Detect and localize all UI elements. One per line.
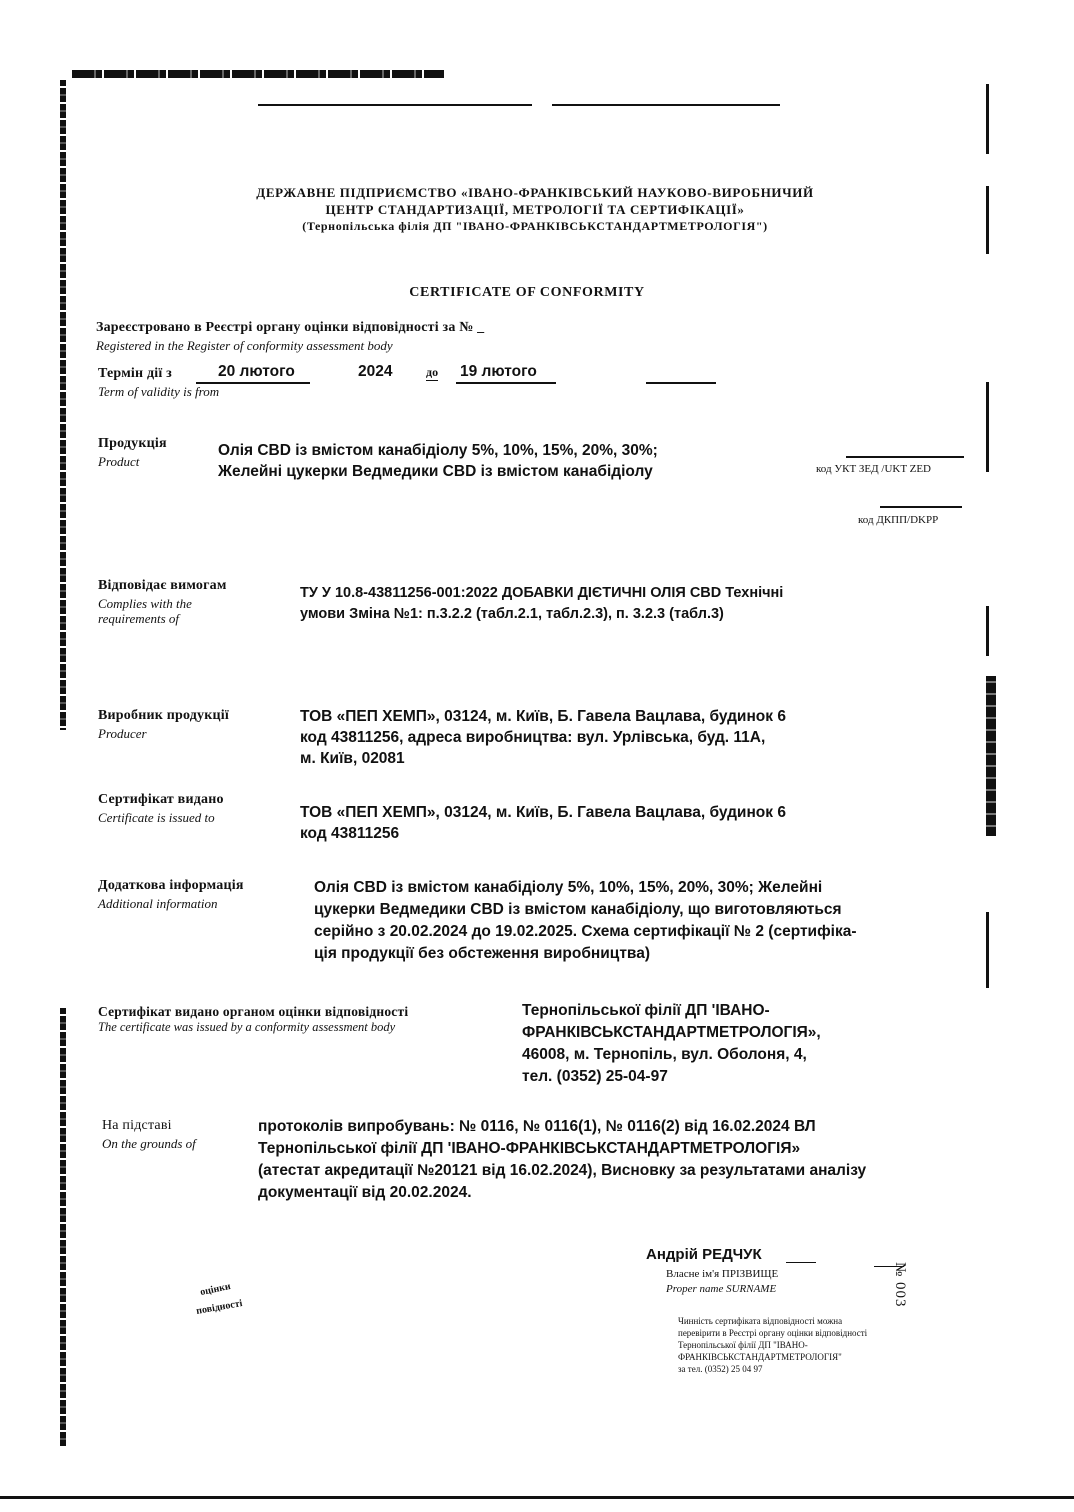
product-code1-rule [846,456,964,458]
additional-label-ua: Додаткова інформація [98,878,244,893]
additional-line-3: серійно з 20.02.2024 до 19.02.2025. Схема сертифікації № 2 (сертифіка- [314,923,857,940]
verification-note-3: Тернопільської філії ДП "ІВАНО- [678,1340,808,1350]
verification-note-4: ФРАНКІВСЬКСТАНДАРТМЕТРОЛОГІЯ" [678,1352,842,1362]
complies-label-ua: Відповідає вимогам [98,578,227,593]
producer-label-ua: Виробник продукції [98,708,229,723]
top-scan-strip [72,70,444,78]
complies-label-en-1: Complies with the [98,596,192,611]
validity-from-year: 2024 [358,363,393,380]
complies-line-2: умови Зміна №1: п.3.2.2 (табл.2.1, табл.2.3), п. 3.2.3 (табл.3) [300,606,724,622]
org-name-line-2: ЦЕНТР СТАНДАРТИЗАЦІЇ, МЕТРОЛОГІЇ ТА СЕРТИФІКАЦІЇ» [325,202,745,217]
issued-to-line-1: ТОВ «ПЕП ХЕМП», 03124, м. Київ, Б. Гавела Вацлава, будинок 6 [300,804,786,821]
signatory-label-ua: Власне ім'я ПРІЗВИЩЕ [666,1268,779,1280]
left-scan-edge-lower [60,1008,66,1448]
validity-to-label: до [426,365,439,379]
producer-line-3: м. Київ, 02081 [300,750,405,767]
product-code2-rule [880,506,962,508]
additional-line-2: цукерки Ведмедики CBD із вмістом канабідіолу, що виготовляються [314,901,842,918]
producer-line-1: ТОВ «ПЕП ХЕМП», 03124, м. Київ, Б. Гавела Вацлава, будинок 6 [300,708,786,725]
validity-label-ua: Термін дії з [98,366,172,381]
producer-line-2: код 43811256, адреса виробництва: вул. Урлівська, буд. 11А, [300,729,766,746]
right-edge-mark-1 [986,84,989,154]
verification-note-5: за тел. (0352) 25 04 97 [678,1364,763,1374]
issued-by-label-ua: Сертифікат видано органом оцінки відповідності [98,1004,409,1019]
right-edge-mark-5 [986,912,989,988]
registry-label-en: Registered in the Register of conformity assessment body [96,338,393,353]
additional-line-4: ція продукції без обстеження виробництва) [314,945,651,962]
grounds-label-ua: На підставі [102,1118,172,1133]
validity-underline [196,382,310,384]
right-edge-mark-3 [986,382,989,472]
producer-label-en: Producer [98,726,147,741]
issued-to-line-2: код 43811256 [300,825,400,842]
org-name-line-1: ДЕРЖАВНЕ ПІДПРИЄМСТВО «ІВАНО-ФРАНКІВСЬКИЙ НАУКОВО-ВИРОБНИЧИЙ [256,185,814,200]
left-scan-edge [60,80,66,730]
issued-by-label-en: The certificate was issued by a conformity assessment body [98,1020,396,1034]
certificate-number: № 003 [892,1262,908,1308]
grounds-line-2: Тернопільської філії ДП 'ІВАНО-ФРАНКІВСЬКСТАНДАРТМЕТРОЛОГІЯ» [258,1140,801,1157]
registry-label-ua: Зареєстровано в Реєстрі органу оцінки відповідності за № _ [96,320,485,335]
grounds-label-en: On the grounds of [102,1136,196,1151]
complies-label-en-2: requirements of [98,611,179,626]
signatory-name: Андрій РЕДЧУК [646,1246,762,1263]
product-label-ua: Продукція [98,436,167,451]
validity-to-underline [456,382,556,384]
grounds-line-3: (атестат акредитації №20121 від 16.02.2024), Висновку за результатами аналізу [258,1162,867,1179]
product-code-uktzed: код УКТ ЗЕД /UKT ZED [816,463,931,475]
product-label-en: Product [98,454,140,469]
right-scan-edge [986,676,996,836]
signature-underline [786,1262,816,1263]
product-line-1: Олія CBD із вмістом канабідіолу 5%, 10%, 15%, 20%, 30%; [218,442,658,459]
right-edge-mark-4 [986,606,989,656]
issued-by-line-2: ФРАНКІВСЬКСТАНДАРТМЕТРОЛОГІЯ», [522,1024,821,1041]
signatory-label-en: Proper name SURNAME [666,1283,777,1295]
org-name-line-3: (Тернопільська філія ДП "ІВАНО-ФРАНКІВСЬКСТАНДАРТМЕТРОЛОГІЯ") [302,219,768,233]
validity-year-underline [646,382,716,384]
issued-by-line-1: Тернопільської філії ДП 'ІВАНО- [522,1002,770,1019]
validity-to-date: 19 лютого [460,363,537,380]
verification-note-2: перевірити в Реєстрі органу оцінки відповідності [678,1328,868,1338]
validity-label-en: Term of validity is from [98,384,220,399]
issued-by-line-4: тел. (0352) 25-04-97 [522,1068,668,1085]
issued-to-label-en: Certificate is issued to [98,810,215,825]
certificate-title: CERTIFICATE OF CONFORMITY [409,285,645,300]
additional-label-en: Additional information [98,896,218,911]
stamp-text-1: оцінки [199,1280,232,1299]
issued-to-label-ua: Сертифікат видано [98,792,224,807]
top-rule-2 [552,104,780,106]
additional-line-1: Олія CBD із вмістом канабідіолу 5%, 10%, 15%, 20%, 30%; Желейні [314,879,823,896]
grounds-line-1: протоколів випробувань: № 0116, № 0116(1), № 0116(2) від 16.02.2024 ВЛ [258,1118,816,1135]
grounds-line-4: документації від 20.02.2024. [258,1184,472,1201]
top-rule-1 [258,104,532,106]
verification-note-1: Чинність сертифіката відповідності можна [678,1316,843,1326]
complies-line-1: ТУ У 10.8-43811256-001:2022 ДОБАВКИ ДІЄТИЧНІ ОЛІЯ CBD Технічні [300,585,784,601]
validity-from-date: 20 лютого [218,362,301,383]
right-edge-mark-2 [986,186,989,254]
bottom-rule [0,1496,1074,1499]
stamp-text-2: повідності [195,1298,244,1317]
issued-by-line-3: 46008, м. Тернопіль, вул. Оболоня, 4, [522,1046,807,1063]
product-code-dkpp: код ДКПП/DKPP [858,514,939,526]
product-line-2: Желейні цукерки Ведмедики CBD із вмістом канабідіолу [218,463,653,480]
